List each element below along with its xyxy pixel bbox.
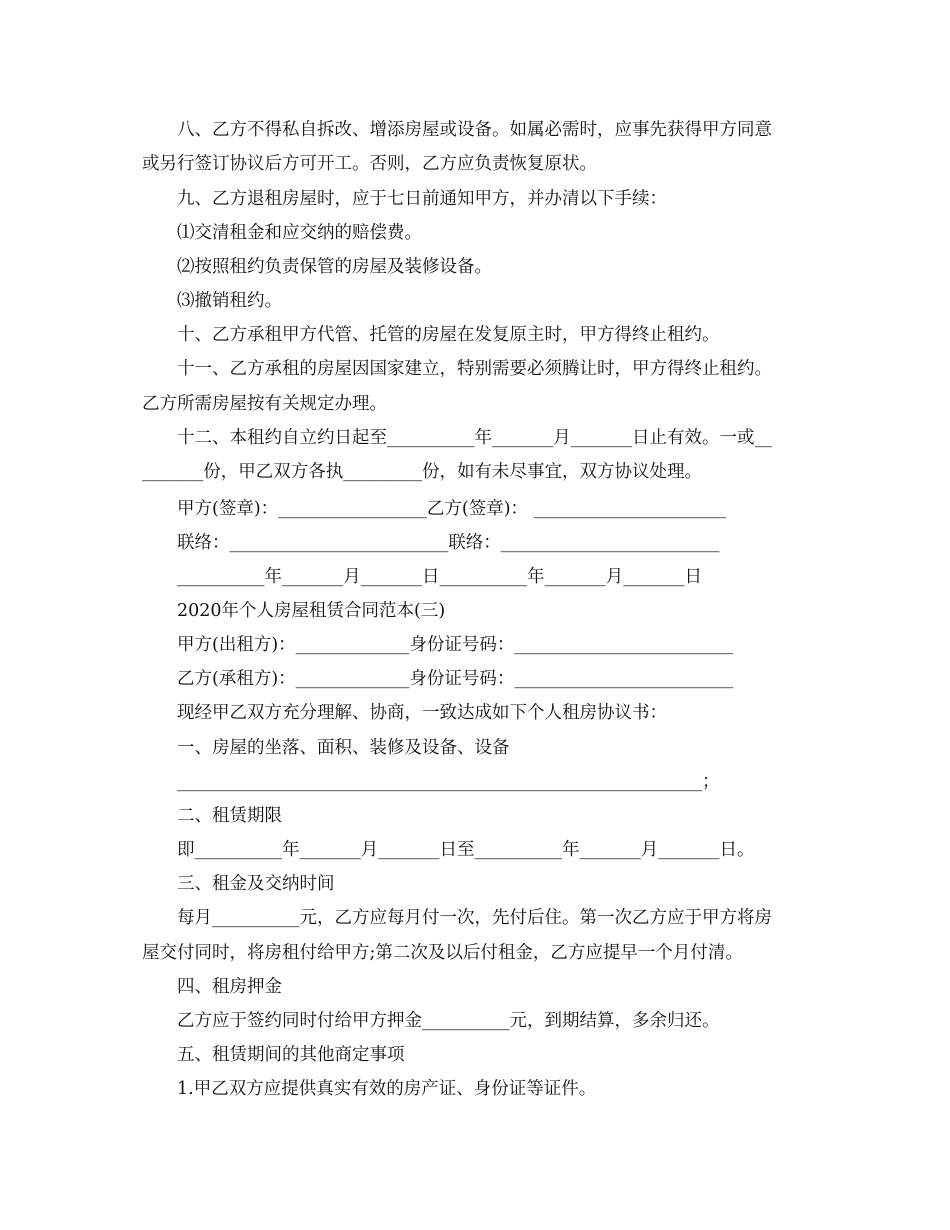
party-a-line: 甲方(出租方)：_____________身份证号码：_________________________ (177, 635, 734, 655)
clause-9-item-1: ⑴交清租金和应交纳的赔偿费。 (177, 223, 422, 243)
clause-9: 九、乙方退租房屋时，应于七日前通知甲方，并办清以下手续： (177, 189, 667, 209)
agreement-intro: 现经甲乙双方充分理解、协商，一致达成如下个人租房协议书： (177, 703, 667, 723)
clause-12-line-1: 十二、本租约自立约日起至__________年_______月_______日止有效。一或__ (177, 428, 772, 448)
clause-12-line-2: _______份，甲乙双方各执_________份，如有未尽事宜，双方协议处理。 (142, 462, 702, 482)
clause-8-line-1: 八、乙方不得私自拆改、增添房屋或设备。如属必需时，应事先获得甲方同意 (177, 120, 772, 140)
article-1-heading: 一、房屋的坐落、面积、装修及设备、设备 (177, 738, 510, 758)
clause-11-line-1: 十一、乙方承租的房屋因国家建立，特别需要必须腾让时，甲方得终止租约。 (177, 359, 772, 379)
contact-line: 联络：_________________________联络：_________________________ (177, 533, 720, 553)
party-b-line: 乙方(承租方)：_____________身份证号码：_________________________ (177, 669, 734, 689)
article-2-heading: 二、租赁期限 (177, 806, 282, 826)
clause-10: 十、乙方承租甲方代管、托管的房屋在发复原主时，甲方得终止租约。 (177, 325, 720, 345)
section-title: 2020年个人房屋租赁合同范本(三) (177, 601, 446, 621)
article-1-blank: ____________________________________________________________； (177, 772, 720, 792)
clause-8-line-2: 或另行签订协议后方可开工。否则，乙方应负责恢复原状。 (142, 154, 597, 174)
signature-line: 甲方(签章)：_________________乙方(签章)： ______________________ (177, 499, 727, 519)
article-4-text: 乙方应于签约同时付给甲方押金__________元，到期结算，多余归还。 (177, 1011, 720, 1031)
article-4-heading: 四、租房押金 (177, 977, 282, 997)
article-2-term: 即__________年_______月_______日至__________年_______月_______日。 (177, 840, 755, 860)
article-3-line-2: 屋交付同时，将房租付给甲方;第二次及以后付租金，乙方应提早一个月付清。 (142, 943, 743, 963)
article-5-item-1: 1.甲乙双方应提供真实有效的房产证、身份证等证件。 (177, 1079, 597, 1099)
clause-11-line-2: 乙方所需房屋按有关规定办理。 (142, 394, 387, 414)
article-3-heading: 三、租金及交纳时间 (177, 874, 335, 894)
article-5-heading: 五、租赁期间的其他商定事项 (177, 1045, 405, 1065)
article-3-line-1: 每月__________元，乙方应每月付一次，先付后住。第一次乙方应于甲方将房 (177, 908, 772, 928)
date-line: __________年_______月_______日__________年_______月_______日 (177, 567, 702, 587)
clause-9-item-3: ⑶撤销租约。 (177, 291, 282, 311)
clause-9-item-2: ⑵按照租约负责保管的房屋及装修设备。 (177, 257, 492, 277)
